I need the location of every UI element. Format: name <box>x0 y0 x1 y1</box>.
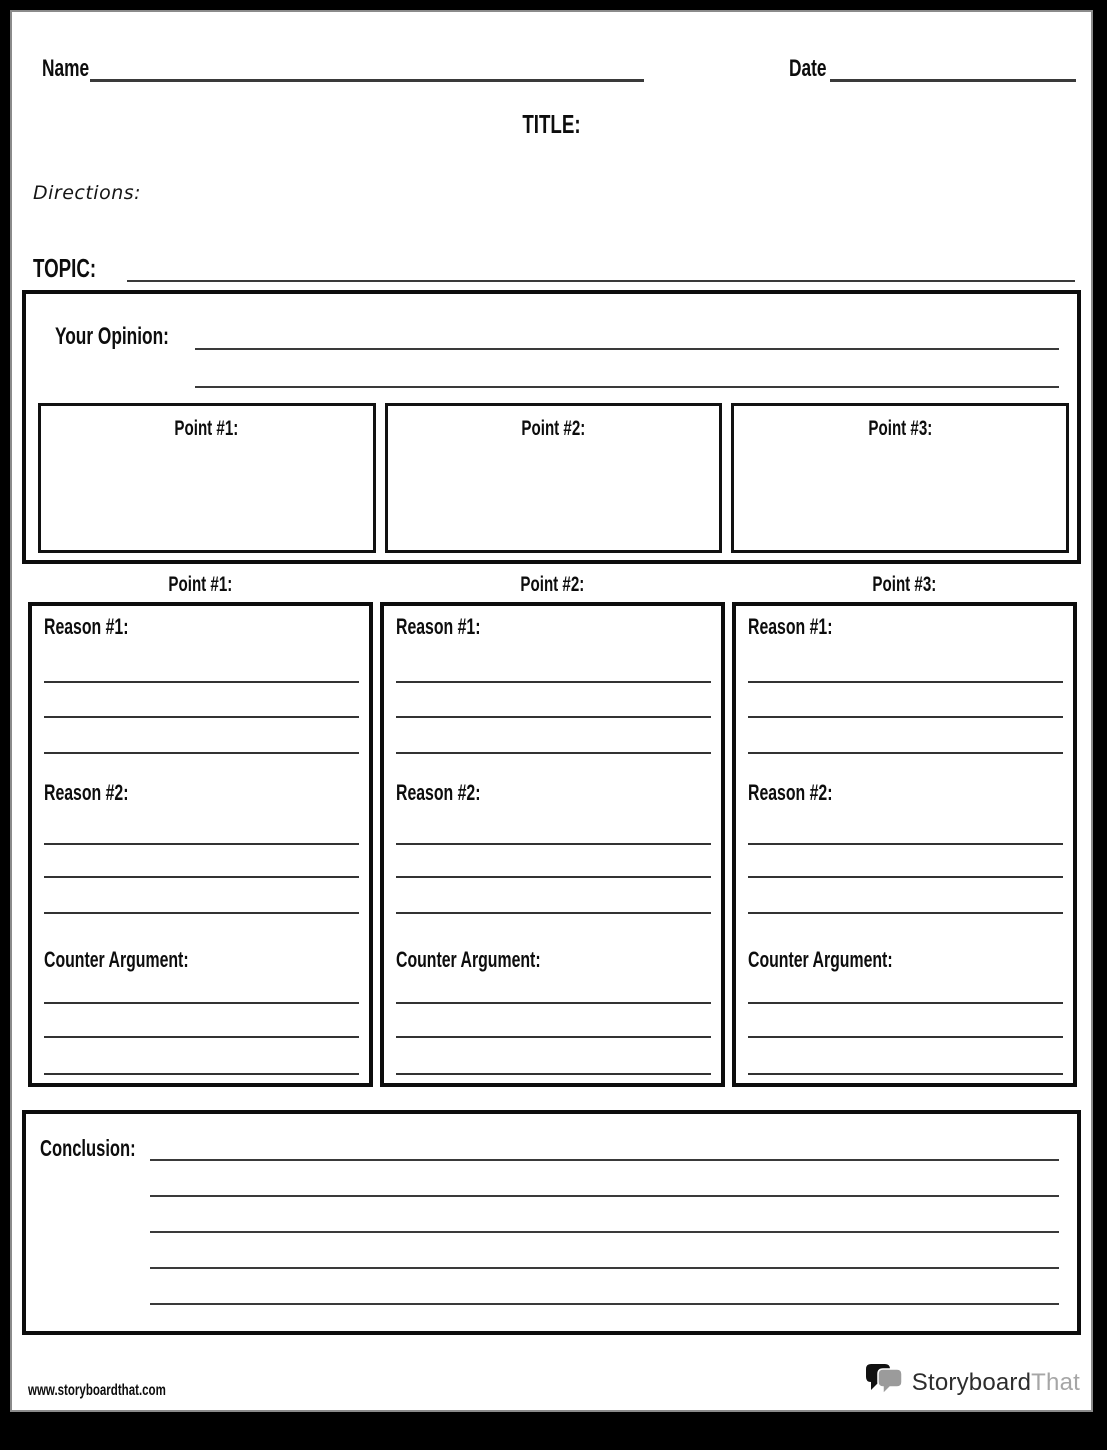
col1-reason1-label-wrap <box>44 615 359 639</box>
col1-counter-line-1 <box>44 1002 359 1004</box>
col3-reason1-line-2 <box>748 716 1063 718</box>
col2-reason2-label-wrap <box>396 781 711 805</box>
col2-reason1-line-2 <box>396 716 711 718</box>
col3-reason1-label-wrap <box>748 615 1063 639</box>
column-header-1: Point #1: <box>168 573 233 597</box>
opinion-blank-line-1 <box>195 346 1059 350</box>
col3-reason1-line-1 <box>748 681 1063 683</box>
conclusion-blank-line-5 <box>150 1301 1059 1305</box>
col3-reason2-line-2 <box>748 876 1063 878</box>
argument-columns-row <box>28 602 1077 1087</box>
conclusion-blank-line-3 <box>150 1229 1059 1233</box>
topic-label: TOPIC: <box>33 252 97 283</box>
col3-reason2-line-1 <box>748 843 1063 845</box>
date-label: Date <box>789 55 827 82</box>
storyboardthat-logo <box>865 1363 1080 1402</box>
conclusion-blank-line-4 <box>150 1265 1059 1269</box>
footer-website-wrap <box>28 1382 219 1400</box>
conclusion-row <box>40 1136 1059 1161</box>
col2-reason2-line-3 <box>396 912 711 914</box>
column-header-1-wrap <box>28 574 373 597</box>
col2-reason1-line-3 <box>396 752 711 754</box>
topic-row <box>33 254 1075 282</box>
opinion-label-wrap <box>55 324 195 350</box>
name-blank-line <box>90 78 644 82</box>
col1-counter-line-2 <box>44 1036 359 1038</box>
argument-column-1 <box>28 602 373 1087</box>
col1-reason2-line-2 <box>44 876 359 878</box>
logo-text-primary: Storyboard <box>911 1368 1032 1396</box>
col2-reason1-label-wrap <box>396 615 711 639</box>
col1-counter-label: Counter Argument: <box>44 946 189 972</box>
col1-reason2-label: Reason #2: <box>44 779 129 805</box>
col1-reason1-line-2 <box>44 716 359 718</box>
col2-reason2-line-1 <box>396 843 711 845</box>
col2-reason2-line-2 <box>396 876 711 878</box>
column-header-2: Point #2: <box>520 573 585 597</box>
col3-counter-line-3 <box>748 1073 1063 1075</box>
date-blank-line <box>830 78 1076 82</box>
col2-counter-label-wrap <box>396 948 711 972</box>
conclusion-box <box>22 1110 1081 1335</box>
col3-reason2-line-3 <box>748 912 1063 914</box>
col2-counter-line-3 <box>396 1073 711 1075</box>
col1-counter-label-wrap <box>44 948 359 972</box>
col1-reason1-line-3 <box>44 752 359 754</box>
opinion-box <box>22 290 1081 564</box>
col2-reason2-label: Reason #2: <box>396 779 481 805</box>
column-headers-row <box>28 574 1077 597</box>
argument-column-3 <box>732 602 1077 1087</box>
column-header-3: Point #3: <box>872 573 937 597</box>
col3-reason2-label-wrap <box>748 781 1063 805</box>
col3-counter-label-wrap <box>748 948 1063 972</box>
worksheet-page <box>10 10 1093 1412</box>
title-row <box>12 110 1091 138</box>
directions-label: Directions: <box>33 181 142 204</box>
footer-website: www.storyboardthat.com <box>28 1382 166 1399</box>
point-box-3 <box>731 403 1069 553</box>
directions-row <box>33 182 1091 204</box>
column-header-3-wrap <box>732 574 1077 597</box>
col3-counter-line-2 <box>748 1036 1063 1038</box>
date-label-wrap <box>789 56 830 82</box>
conclusion-label: Conclusion: <box>40 1134 136 1161</box>
point-boxes-row <box>38 403 1069 553</box>
col2-reason1-label: Reason #1: <box>396 613 481 639</box>
topic-blank-line <box>127 278 1075 282</box>
col1-reason1-line-1 <box>44 681 359 683</box>
point-box-1 <box>38 403 376 553</box>
logo-text-secondary: That <box>1031 1368 1080 1396</box>
opinion-label: Your Opinion: <box>55 323 169 351</box>
argument-column-2 <box>380 602 725 1087</box>
conclusion-blank-line-2 <box>150 1193 1059 1197</box>
opinion-row <box>55 324 1059 350</box>
speech-bubbles-icon <box>865 1363 905 1402</box>
col1-reason2-label-wrap <box>44 781 359 805</box>
column-header-2-wrap <box>380 574 725 597</box>
col2-reason1-line-1 <box>396 681 711 683</box>
col1-counter-line-3 <box>44 1073 359 1075</box>
conclusion-label-wrap <box>40 1136 150 1161</box>
col2-counter-line-1 <box>396 1002 711 1004</box>
point-box-2-label: Point #2: <box>521 416 586 440</box>
point-box-2 <box>385 403 723 553</box>
point-box-3-label: Point #3: <box>868 416 933 440</box>
point-box-1-label: Point #1: <box>174 416 239 440</box>
topic-label-wrap <box>33 254 127 282</box>
logo-text <box>912 1369 1080 1397</box>
col3-reason1-line-3 <box>748 752 1063 754</box>
col2-counter-label: Counter Argument: <box>396 946 541 972</box>
name-date-row <box>42 56 1076 82</box>
col1-reason1-label: Reason #1: <box>44 613 129 639</box>
col3-reason1-label: Reason #1: <box>748 613 833 639</box>
conclusion-blank-line-1 <box>150 1157 1059 1161</box>
col3-counter-label: Counter Argument: <box>748 946 893 972</box>
col1-reason2-line-3 <box>44 912 359 914</box>
col2-counter-line-2 <box>396 1036 711 1038</box>
worksheet-title: TITLE: <box>522 108 581 139</box>
name-label-wrap <box>42 56 90 82</box>
col3-reason2-label: Reason #2: <box>748 779 833 805</box>
col1-reason2-line-1 <box>44 843 359 845</box>
col3-counter-line-1 <box>748 1002 1063 1004</box>
opinion-blank-line-2 <box>195 384 1059 388</box>
name-label: Name <box>42 55 90 82</box>
